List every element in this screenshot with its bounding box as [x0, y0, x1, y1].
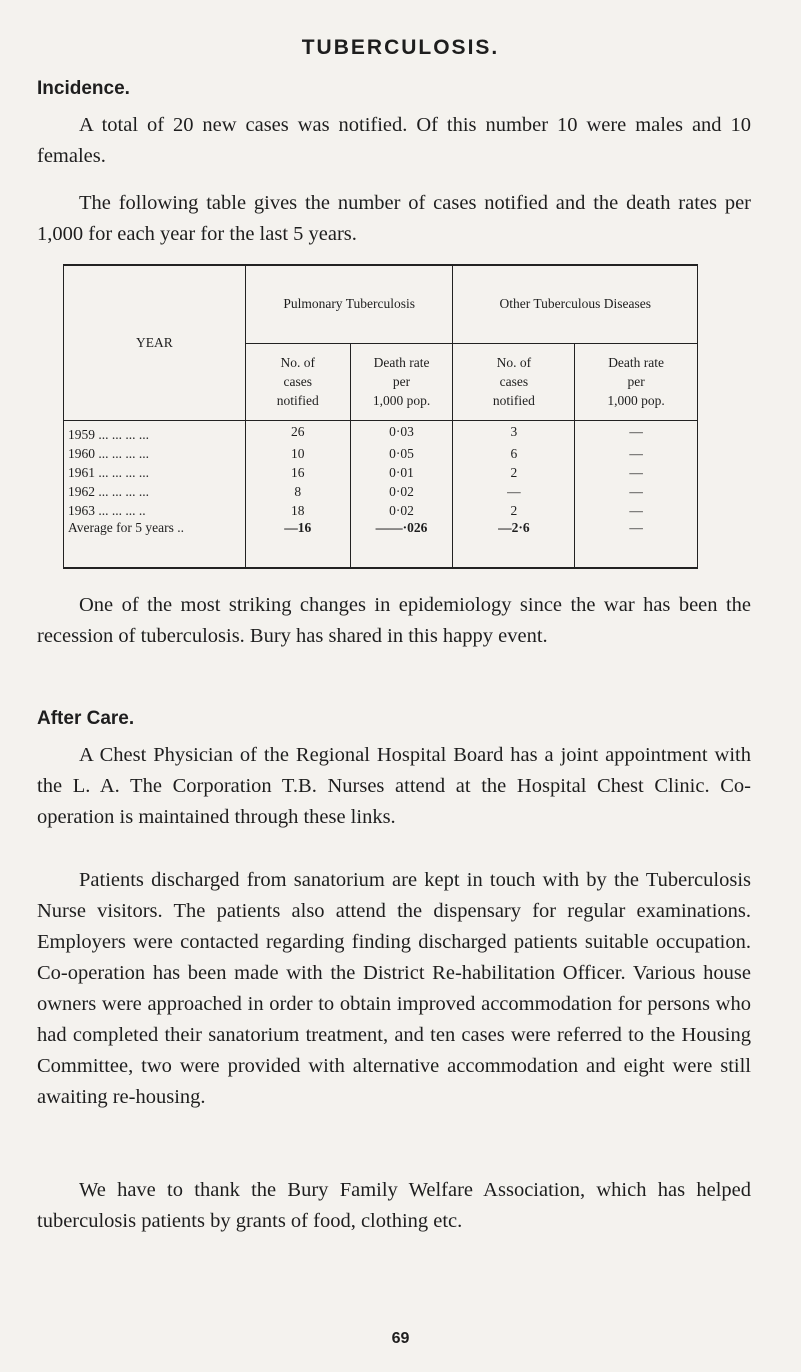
incidence-paragraph-1: A total of 20 new cases was notified. Of this number 10 were males and 10 females.: [37, 114, 751, 167]
table-row-average: Average for 5 years .. —16 ——·026 —2·6 —: [64, 520, 698, 568]
other-header: Other Tuberculous Diseases: [453, 265, 698, 343]
table-row: 1963 ... ... ... .. 18 0·02 2 —: [64, 501, 698, 520]
table-row: 1961 ... ... ... ... 16 0·01 2 —: [64, 463, 698, 482]
table-row: 1959 ... ... ... ... 26 0·03 3 —: [64, 420, 698, 444]
after-care-heading: After Care.: [37, 708, 135, 729]
table-row: 1962 ... ... ... ... 8 0·02 — —: [64, 482, 698, 501]
page-title: TUBERCULOSIS.: [301, 36, 500, 59]
incidence-paragraph-2: The following table gives the number of cases notified and the death rates per 1,000 for each year for the last 5 years.: [37, 192, 751, 245]
after-care-paragraph-2: Patients discharged from sanatorium are kept in touch with by the Tuberculosis Nurse visitors. The patients also attend the dispensary for regular examinations. Employers were contacted regarding finding discharged patients suitable occupation. Co-operation has been made with the District Re-habilitation Officer. Various house owners were approached in order to obtain improved accommodation for persons who had completed their sanatorium treatment, and ten cases were referred to the Housing Committee, two were provided with alternative accommodation and eight were still awaiting re-housing.: [37, 869, 751, 1108]
incidence-heading: Incidence.: [37, 78, 130, 99]
page-number: 69: [391, 1330, 410, 1347]
sub-header-oth-rate: Death rate per 1,000 pop.: [575, 343, 698, 420]
sub-header-oth-cases: No. of cases notified: [453, 343, 575, 420]
after-care-paragraph-1: A Chest Physician of the Regional Hospital Board has a joint appointment with the L. A. The Corporation T.B. Nurses attend at the Hospital Chest Clinic. Co-operation is maintained through these links.: [37, 744, 751, 828]
sub-header-pul-rate: Death rate per 1,000 pop.: [350, 343, 453, 420]
year-header: YEAR: [64, 265, 246, 420]
sub-header-pul-cases: No. of cases notified: [245, 343, 350, 420]
table-row: 1960 ... ... ... ... 10 0·05 6 —: [64, 444, 698, 463]
recession-paragraph: One of the most striking changes in epidemiology since the war has been the recession of tuberculosis. Bury has shared in this happy event.: [37, 594, 751, 647]
after-care-paragraph-3: We have to thank the Bury Family Welfare Association, which has helped tuberculosis patients by grants of food, clothing etc.: [37, 1179, 751, 1232]
pulmonary-header: Pulmonary Tuberculosis: [245, 265, 453, 343]
tuberculosis-table: [63, 264, 698, 569]
